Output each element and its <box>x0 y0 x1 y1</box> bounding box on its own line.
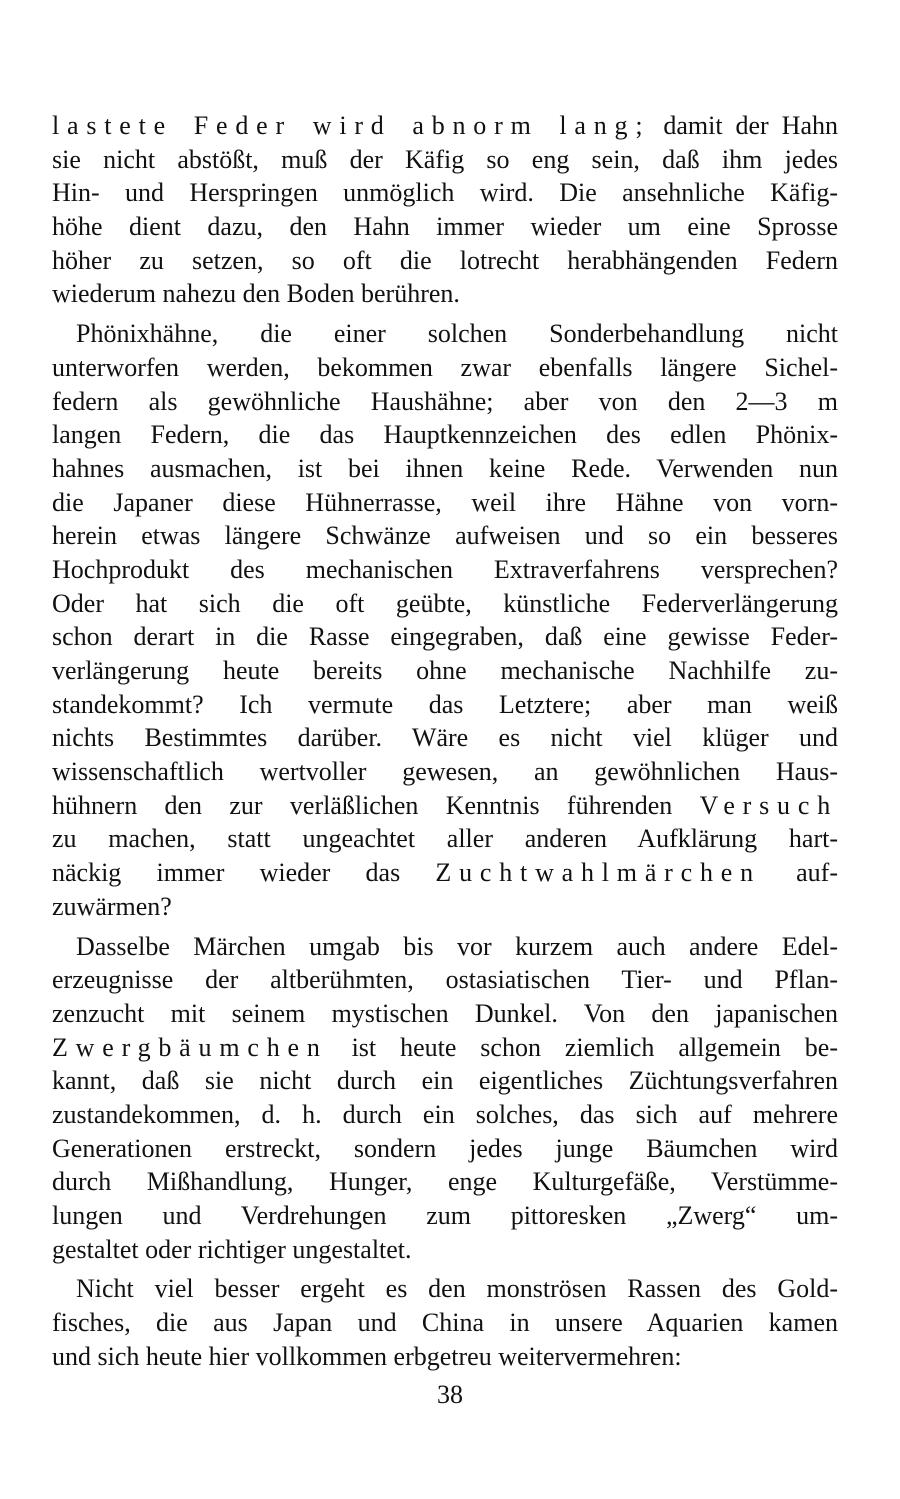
text-segment: nichts Bestimmtes darüber. Wäre es nicht viel klüger und <box>52 723 838 753</box>
text-line <box>52 277 838 311</box>
text-segment: höhe dient dazu, den Hahn immer wieder um eine Sprosse <box>52 212 838 242</box>
text-line <box>52 930 838 964</box>
body-text <box>52 109 838 1373</box>
text-segment: zuwärmen? <box>52 891 172 921</box>
text-line <box>52 1132 838 1166</box>
text-line <box>52 244 838 278</box>
text-line <box>52 143 838 177</box>
text-line <box>52 822 838 856</box>
text-line <box>52 553 838 587</box>
text-segment: gestaltet oder richtiger ungestaltet. <box>52 1234 412 1264</box>
text-line <box>52 721 838 755</box>
text-segment: herein etwas längere Schwänze aufweisen und so ein besseres <box>52 521 838 551</box>
text-line <box>52 856 838 890</box>
text-segment: kannt, daß sie nicht durch ein eigentliches Züchtungsverfahren <box>52 1066 838 1096</box>
paragraph <box>52 109 838 311</box>
text-line <box>52 317 838 351</box>
paragraph <box>52 1272 838 1373</box>
text-line <box>52 620 838 654</box>
text-line <box>52 351 838 385</box>
emphasized-text: lastete Feder wird abnorm lang; <box>52 111 651 140</box>
text-line <box>52 519 838 553</box>
text-segment: Hochprodukt des mechanischen Extraverfahrens versprechen? <box>52 554 838 584</box>
text-line <box>52 654 838 688</box>
text-segment: zenzucht mit seinem mystischen Dunkel. Von den japanischen <box>52 998 838 1028</box>
text-line <box>52 587 838 621</box>
text-line <box>52 755 838 789</box>
text-line <box>52 963 838 997</box>
page-number: 38 <box>437 1380 463 1409</box>
text-segment: durch Mißhandlung, Hunger, enge Kulturgefäße, Verstümme- <box>52 1167 838 1197</box>
text-segment: hühnern den zur verläßlichen Kenntnis führenden <box>52 790 700 820</box>
text-line <box>52 789 838 823</box>
text-segment: die Japaner diese Hühnerrasse, weil ihre Hähne von vorn- <box>52 487 838 517</box>
text-segment: Nicht viel besser ergeht es den monströsen Rassen des Gold- <box>76 1274 838 1304</box>
text-segment: Generationen erstreckt, sondern jedes junge Bäumchen wird <box>52 1133 838 1163</box>
paragraph <box>52 930 838 1267</box>
text-segment: zu machen, statt ungeachtet aller anderen Aufklärung hart- <box>52 824 838 854</box>
text-segment: standekommt? Ich vermute das Letztere; aber man weiß <box>52 689 838 719</box>
text-line <box>52 1272 838 1306</box>
paragraph <box>52 317 838 923</box>
text-segment: auf- <box>760 858 838 888</box>
text-segment: hahnes ausmachen, ist bei ihnen keine Rede. Verwenden nun <box>52 453 838 483</box>
text-line <box>52 1340 838 1374</box>
text-line <box>52 1233 838 1267</box>
text-line <box>52 452 838 486</box>
text-segment: verlängerung heute bereits ohne mechanische Nachhilfe zu- <box>52 656 838 685</box>
text-segment: wissenschaftlich wertvoller gewesen, an gewöhnlichen Haus- <box>52 757 838 787</box>
text-line <box>52 210 838 244</box>
emphasized-text: Versuch <box>699 790 838 820</box>
text-segment: sie nicht abstößt, muß der Käfig so eng sein, daß ihm jedes <box>52 144 838 174</box>
text-line <box>52 1306 838 1340</box>
text-segment: näckig immer wieder das <box>52 858 436 888</box>
text-line <box>52 1031 838 1065</box>
text-line <box>52 1199 838 1233</box>
text-line <box>52 1064 838 1098</box>
text-line <box>52 890 838 924</box>
text-segment: Oder hat sich die oft geübte, künstliche Federverlängerung <box>52 588 838 618</box>
text-line <box>52 176 838 210</box>
text-line <box>52 418 838 452</box>
text-segment: fisches, die aus Japan und China in unsere Aquarien kamen <box>52 1308 838 1338</box>
text-line <box>52 109 838 143</box>
text-segment: erzeugnisse der altberühmten, ostasiatischen Tier- und Pflan- <box>52 965 838 995</box>
text-segment: unterworfen werden, bekommen zwar ebenfalls längere Sichel- <box>52 352 838 382</box>
text-segment: Hin- und Herspringen unmöglich wird. Die ansehnliche Käfig- <box>52 178 838 208</box>
text-line <box>52 486 838 520</box>
text-line <box>52 997 838 1031</box>
emphasized-text: Zuchtwahlmärchen <box>435 858 761 888</box>
text-line <box>52 385 838 419</box>
text-segment: ist heute schon ziemlich allgemein be- <box>327 1032 838 1062</box>
text-segment: und sich heute hier vollkommen erbgetreu weitervermehren: <box>52 1341 682 1371</box>
text-segment: wiederum nahezu den Boden berühren. <box>52 279 460 309</box>
text-segment: höher zu setzen, so oft die lotrecht herabhängenden Federn <box>52 245 838 275</box>
text-segment: schon derart in die Rasse eingegraben, daß eine gewisse Feder- <box>52 622 838 652</box>
text-line <box>52 1165 838 1199</box>
emphasized-text: Zwergbäumchen <box>52 1032 328 1062</box>
text-line <box>52 688 838 722</box>
text-segment: Phönixhähne, die einer solchen Sonderbehandlung nicht <box>76 319 838 349</box>
text-segment: langen Federn, die das Hauptkennzeichen des edlen Phönix- <box>52 420 838 450</box>
text-segment: lungen und Verdrehungen zum pittoresken „Zwerg“ um- <box>52 1201 838 1230</box>
text-segment: Dasselbe Märchen umgab bis vor kurzem auch andere Edel- <box>76 931 838 961</box>
text-segment: zustandekommen, d. h. durch ein solches, das sich auf mehrere <box>52 1099 838 1129</box>
text-line <box>52 1098 838 1132</box>
text-segment: federn als gewöhnliche Haushähne; aber von den 2—3 m <box>52 386 838 416</box>
text-segment: damit der Hahn <box>650 111 838 140</box>
